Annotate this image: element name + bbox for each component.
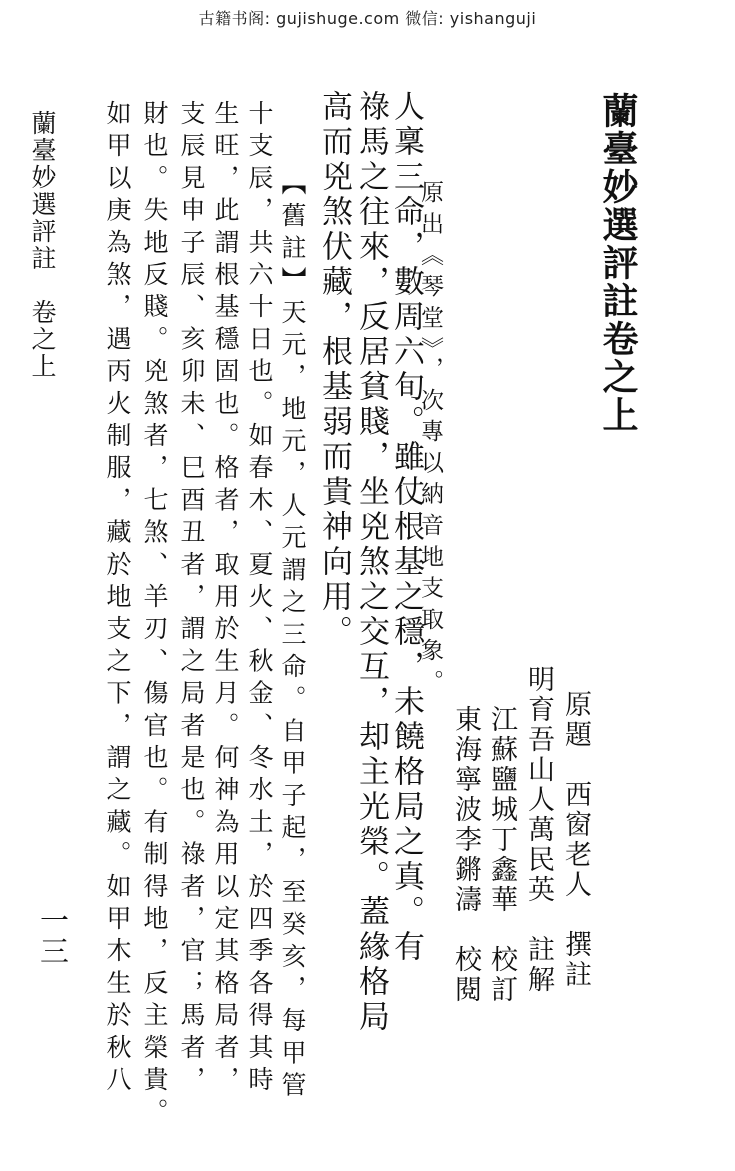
credit-line-3: 江蘇鹽城丁鑫華 校訂	[486, 705, 517, 1005]
source-note: 原出《琴堂》，次專以納音地支取象。	[417, 180, 443, 701]
page-title: 蘭臺妙選評註卷之上	[597, 92, 639, 434]
credit-line-2: 明育吾山人萬民英 註解	[523, 665, 554, 995]
running-title: 蘭臺妙選評註 卷之上	[28, 110, 57, 380]
text-column-1: 人稟三命，數周六旬。雖仗根基之穩，未饒格局之真。有	[388, 90, 424, 965]
note-column-6: 如甲以庚為煞，遇丙火制服，藏於地支之下，謂之藏。如甲木生於秋八	[103, 100, 132, 1099]
note-column-5: 財也。失地反賤。兇煞者，七煞、羊刃、傷官也。有制得地，反主榮貴。	[140, 100, 169, 1131]
credit-line-1: 原題 西窗老人 撰註	[560, 690, 591, 990]
credit-line-4: 東海寧波李鏘濤 校閱	[450, 705, 481, 1005]
note-column-2: 十支辰，共六十日也。如春木、夏火、秋金、冬水土，於四季各得其時	[245, 100, 274, 1099]
note-column-3: 生旺，此謂根基穩固也。格者，取用於生月。何神為用以定其格局者，	[211, 100, 240, 1099]
note-column-1: 【舊註】天元，地元，人元謂之三命。自甲子起，至癸亥，每甲管	[278, 170, 307, 1104]
note-column-4: 支辰見申子辰、亥卯未、巳酉丑者，謂之局者是也。祿者，官；馬者，	[177, 100, 206, 1099]
watermark-header: 古籍书阁: gujishuge.com 微信: yishanguji	[198, 9, 537, 28]
text-column-2: 祿馬之往來，反居貧賤，坐兇煞之交互，却主光榮。蓋緣格局	[353, 90, 389, 1035]
page-number: 一三	[36, 905, 70, 967]
text-column-3: 高而兇煞伏藏，根基弱而貴神向用。	[316, 90, 352, 650]
